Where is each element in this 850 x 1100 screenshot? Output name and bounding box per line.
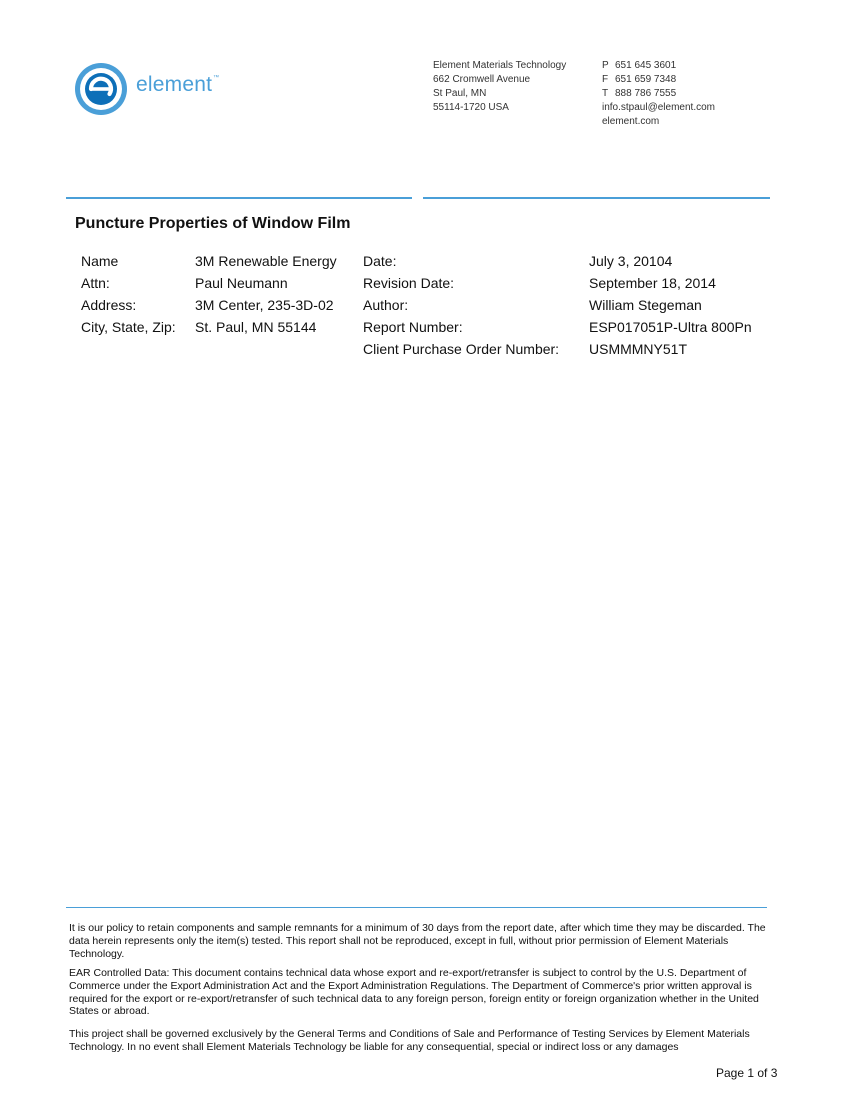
address-line: St Paul, MN xyxy=(433,88,487,99)
report-title: Puncture Properties of Window Film xyxy=(75,215,351,232)
client-label-attn: Attn: xyxy=(81,275,110,291)
detail-label-report-number: Report Number: xyxy=(363,319,463,335)
client-label-address: Address: xyxy=(81,297,137,313)
footer-divider xyxy=(66,907,767,908)
header-divider-right xyxy=(423,197,770,199)
brand-wordmark: element™ xyxy=(136,73,220,96)
page-number: Page 1 of 3 xyxy=(716,1066,778,1080)
address-line: 662 Cromwell Avenue xyxy=(433,74,531,85)
company-address xyxy=(433,59,566,115)
detail-value-po-number: USMMMNY51T xyxy=(589,341,688,357)
client-value-attn: Paul Neumann xyxy=(195,275,288,291)
website-link[interactable]: element.com xyxy=(602,116,660,127)
fax-line: F 651 659 7348 xyxy=(602,74,677,85)
detail-value-author: William Stegeman xyxy=(589,297,702,313)
footer-terms-text: This project shall be governed exclusively by the General Terms and Conditions of Sale and Performance of Testing Services by Element Materials Technology. In no event shall Element Materials Technology be liable for any consequential, special or indirect loss or any damages xyxy=(69,1028,750,1053)
client-value-name: 3M Renewable Energy xyxy=(195,253,337,269)
footer-ear-text: EAR Controlled Data: This document contains technical data whose export and re-export/retransfer is subject to control by the U.S. Department of Commerce under the Export Administration Act and the Export Administration Regulations. The Department of Commerce's prior written approval is required for the export or re-export/retransfer of such technical data to any foreign person, foreign entity or foreign organization whether in the United States or abroad. xyxy=(69,967,759,1018)
header-divider-left xyxy=(66,197,412,199)
address-line: Element Materials Technology xyxy=(433,60,567,71)
email-link[interactable]: info.stpaul@element.com xyxy=(602,102,715,113)
detail-label-revision-date: Revision Date: xyxy=(363,275,455,291)
detail-value-report-number: ESP017051P-Ultra 800Pn xyxy=(589,319,752,335)
detail-label-date: Date: xyxy=(363,253,397,269)
phone-line: P 651 645 3601 xyxy=(602,60,677,71)
detail-label-po-number: Client Purchase Order Number: xyxy=(363,341,560,357)
address-line: 55114-1720 USA xyxy=(433,102,509,113)
tollfree-line: T 888 786 7555 xyxy=(602,88,677,99)
client-value-city: St. Paul, MN 55144 xyxy=(195,319,317,335)
footer-policy-text: It is our policy to retain components and sample remnants for a minimum of 30 days from the report date, after which time they may be discarded. The data herein represents only the item(s) tested. This report shall not be reproduced, except in full, without prior permission of Element Materials Technology. xyxy=(69,922,766,960)
detail-label-author: Author: xyxy=(363,297,409,313)
client-label-name: Name xyxy=(81,253,119,269)
detail-value-revision-date: September 18, 2014 xyxy=(589,275,716,291)
element-logo-icon xyxy=(74,62,128,116)
detail-value-date: July 3, 20104 xyxy=(589,253,673,269)
client-label-city: City, State, Zip: xyxy=(81,319,176,335)
company-contact xyxy=(602,59,715,129)
client-value-address: 3M Center, 235-3D-02 xyxy=(195,297,334,313)
